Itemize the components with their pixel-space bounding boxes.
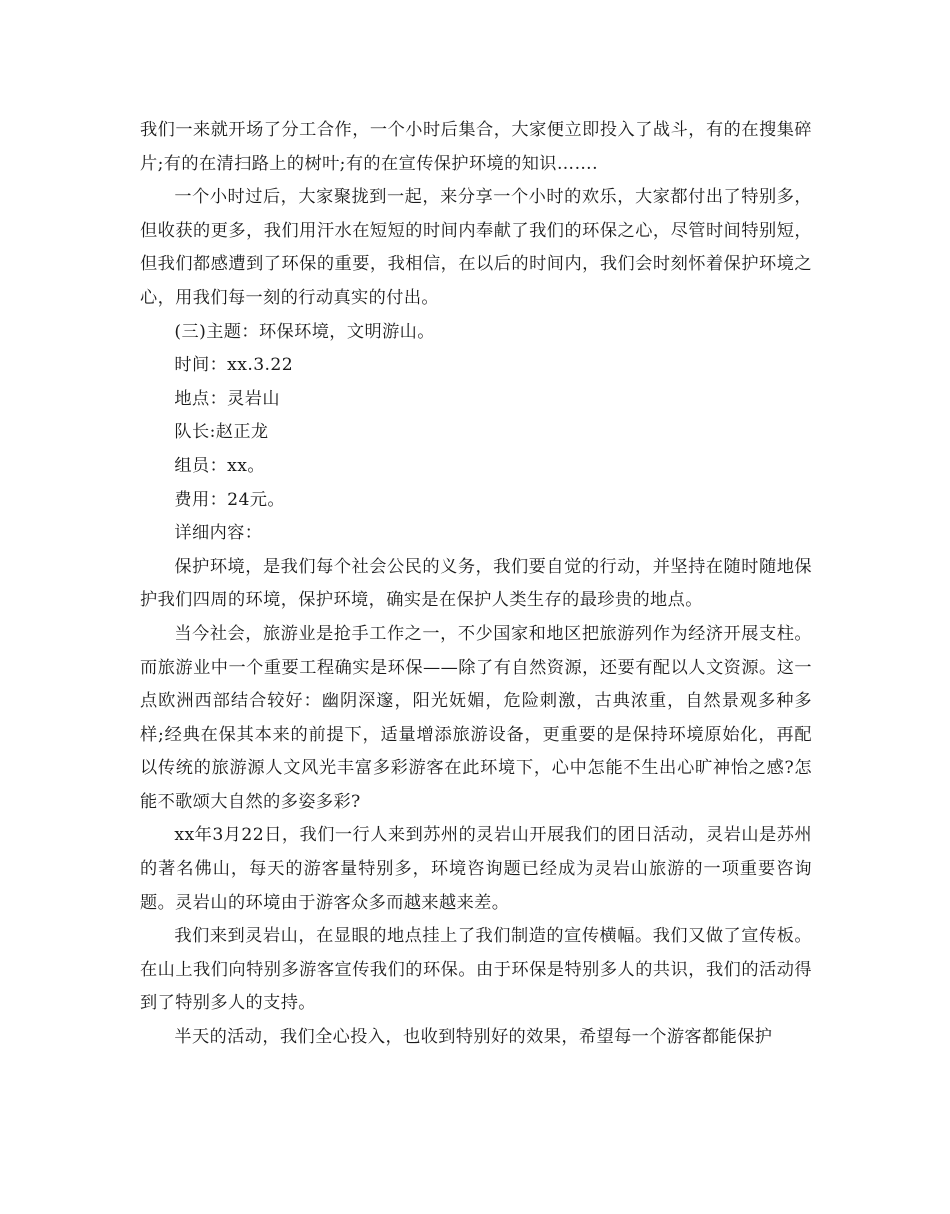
paragraph-banner-promotion: 我们来到灵岩山，在显眼的地点挂上了我们制造的宣传横幅。我们又做了宣传板。在山上我们向特别多游客宣传我们的环保。由于环保是特别多人的共识，我们的活动得到了特别多人的支持。: [140, 926, 812, 1014]
paragraph-time: 时间：xx.3.22: [174, 355, 294, 376]
paragraph-theme-heading: (三)主题：环保环境，文明游山。: [174, 321, 435, 342]
paragraph-after-hour: 一个小时过后，大家聚拢到一起，来分享一个小时的欢乐，大家都付出了特别多，但收获的更多，我们用汗水在短短的时间内奉献了我们的环保之心，尽管时间特别短，但我们都感遭到了环保的重要，我相信，在以后的时间内，我们会时刻怀着保护环境之心，用我们每一刻的行动真实的付出。: [140, 187, 812, 308]
paragraph-members: 组员：xx。: [174, 455, 265, 476]
paragraph-tourism-industry: 当今社会，旅游业是抢手工作之一，不少国家和地区把旅游列作为经济开展支柱。而旅游业中一个重要工程确实是环保——除了有自然资源，还要有配以人文资源。这一点欧洲西部结合较好：幽阴深邃，阳光妩媚，危险刺激，古典浓重，自然景观多种多样;经典在保其本来的前提下，适量增添旅游设备，更重要的是保持环境原始化，再配以传统的旅游源人文风光丰富多彩游客在此环境下，心中怎能不生出心旷神怡之感?怎能不歌颂大自然的多姿多彩?: [140, 623, 812, 812]
paragraph-team-leader: 队长:赵正龙: [174, 422, 269, 443]
paragraph-location: 地点：灵岩山: [174, 388, 280, 409]
paragraph-protect-environment: 保护环境，是我们每个社会公民的义务，我们要自觉的行动，并坚持在随时随地保护我们四周的环境，保护环境，确实是在保护人类生存的最珍贵的地点。: [140, 556, 812, 611]
paragraph-teamwork: 我们一来就开场了分工合作，一个小时后集合，大家便立即投入了战斗，有的在搜集碎片;有的在清扫路上的树叶;有的在宣传保护环境的知识…….: [140, 120, 812, 174]
paragraph-half-day-activity: 半天的活动，我们全心投入，也收到特别好的效果，希望每一个游客都能保护: [174, 1027, 773, 1048]
paragraph-cost: 费用：24元。: [174, 489, 285, 510]
paragraph-lingyan-visit: xx年3月22日，我们一行人来到苏州的灵岩山开展我们的团日活动，灵岩山是苏州的著名佛山，每天的游客量特别多，环境咨询题已经成为灵岩山旅游的一项重要咨询题。灵岩山的环境由于游客众多而越来越来差。: [140, 825, 812, 913]
document-body: [140, 114, 812, 1055]
paragraph-details-label: 详细内容：: [174, 523, 263, 544]
